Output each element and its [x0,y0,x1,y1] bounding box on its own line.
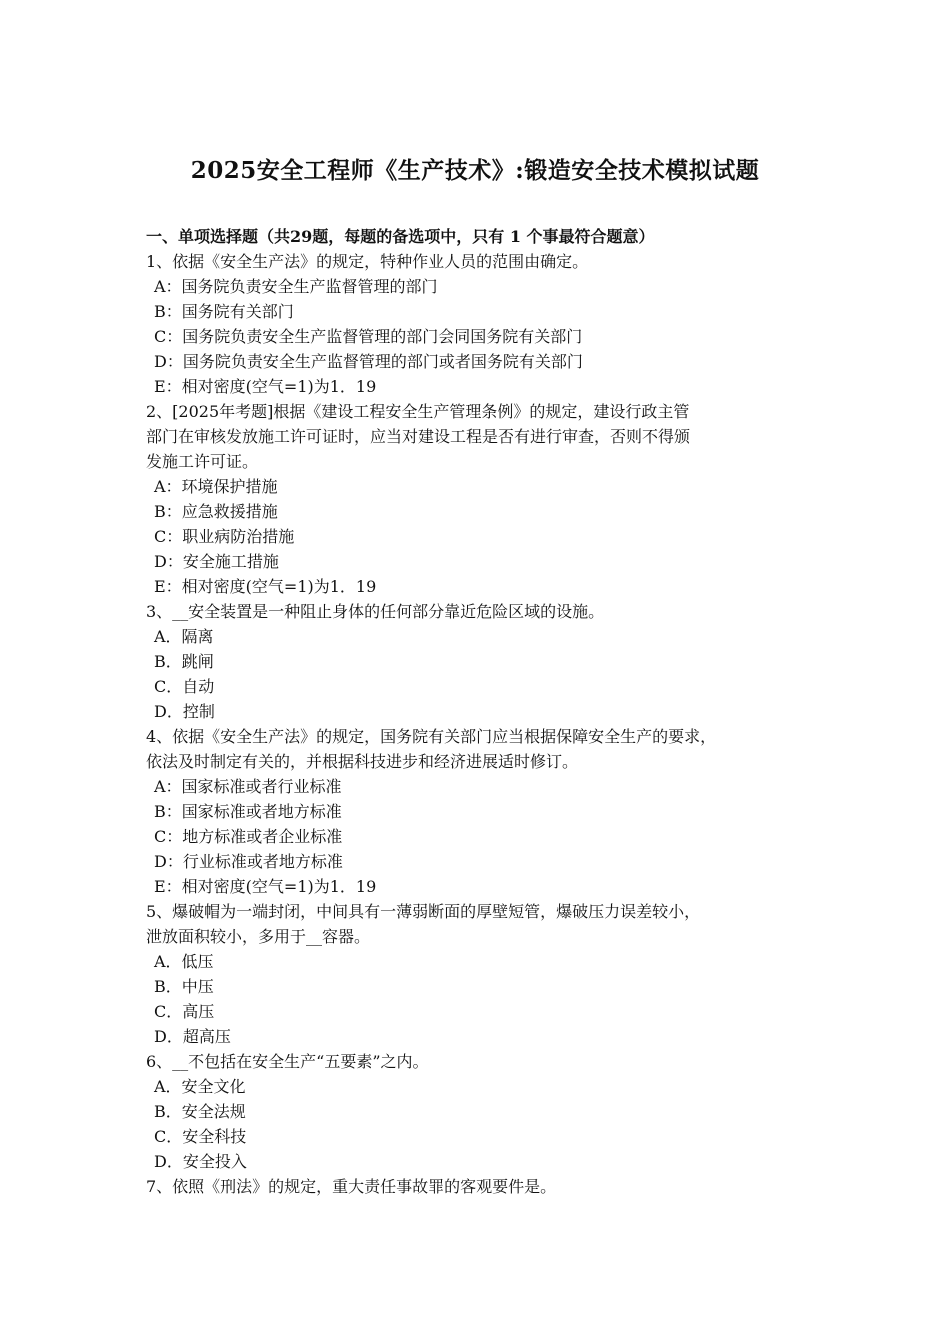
answer-option: B：国家标准或者地方标准 [154,802,342,821]
answer-option: B：国务院有关部门 [154,302,294,321]
question-item [146,724,826,899]
answer-option: C．安全科技 [154,1127,247,1146]
answer-option: D：安全施工措施 [154,552,279,571]
question-text: 5、爆破帽为一端封闭，中间具有一薄弱断面的厚壁短管，爆破压力误差较小， [146,902,701,921]
answer-option: A：国家标准或者行业标准 [154,777,342,796]
answer-option: E：相对密度(空气=1)为1．19 [154,577,377,596]
answer-option: C：国务院负责安全生产监督管理的部门会同国务院有关部门 [154,327,583,346]
question-text: 3、__安全装置是一种阻止身体的任何部分靠近危险区域的设施。 [146,602,605,621]
answer-option: E：相对密度(空气=1)为1．19 [154,877,377,896]
question-text: 部门在审核发放施工许可证时，应当对建设工程是否有进行审查，否则不得颁 [146,427,691,446]
question-list [146,249,826,1199]
answer-option: B．中压 [154,977,214,996]
answer-option: A．低压 [154,952,214,971]
question-item [146,399,826,599]
answer-option: D．安全投入 [154,1152,247,1171]
answer-option: D．超高压 [154,1027,231,1046]
answer-option: A．隔离 [154,627,214,646]
answer-option: A：国务院负责安全生产监督管理的部门 [154,277,438,296]
answer-option: C．高压 [154,1002,215,1021]
answer-option: B．跳闸 [154,652,214,671]
question-text: 依法及时制定有关的，并根据科技进步和经济进展适时修订。 [146,752,579,771]
answer-option: C：地方标准或者企业标准 [154,827,343,846]
question-item [146,599,826,724]
answer-option: D．控制 [154,702,215,721]
answer-option: C．自动 [154,677,215,696]
question-text: 发施工许可证。 [146,452,259,471]
answer-option: D：行业标准或者地方标准 [154,852,343,871]
answer-option: B：应急救援措施 [154,502,278,521]
question-text: 泄放面积较小，多用于__容器。 [146,927,371,946]
question-item [146,1049,826,1174]
answer-option: A．安全文化 [154,1077,246,1096]
question-text: 7、依照《刑法》的规定，重大责任事故罪的客观要件是。 [146,1177,557,1196]
answer-option: C：职业病防治措施 [154,527,295,546]
question-item [146,1174,826,1199]
document-title: 2025安全工程师《生产技术》:锻造安全技术模拟试题 [190,157,760,184]
answer-option: A：环境保护措施 [154,477,278,496]
question-text: 6、__不包括在安全生产“五要素”之内。 [146,1052,429,1071]
question-text: 1、依据《安全生产法》的规定，特种作业人员的范围由确定。 [146,252,589,271]
answer-option: B．安全法规 [154,1102,246,1121]
question-item [146,899,826,1049]
section-heading: 一、单项选择题（共29题，每题的备选项中，只有 1 个事最符合题意） [146,227,655,246]
answer-option: D：国务院负责安全生产监督管理的部门或者国务院有关部门 [154,352,583,371]
document-body [146,224,826,1199]
question-text: 4、依据《安全生产法》的规定，国务院有关部门应当根据保障安全生产的要求， [146,727,717,746]
answer-option: E：相对密度(空气=1)为1．19 [154,377,377,396]
question-text: 2、[2025年考题]根据《建设工程安全生产管理条例》的规定，建设行政主管 [146,402,690,421]
question-item [146,249,826,399]
